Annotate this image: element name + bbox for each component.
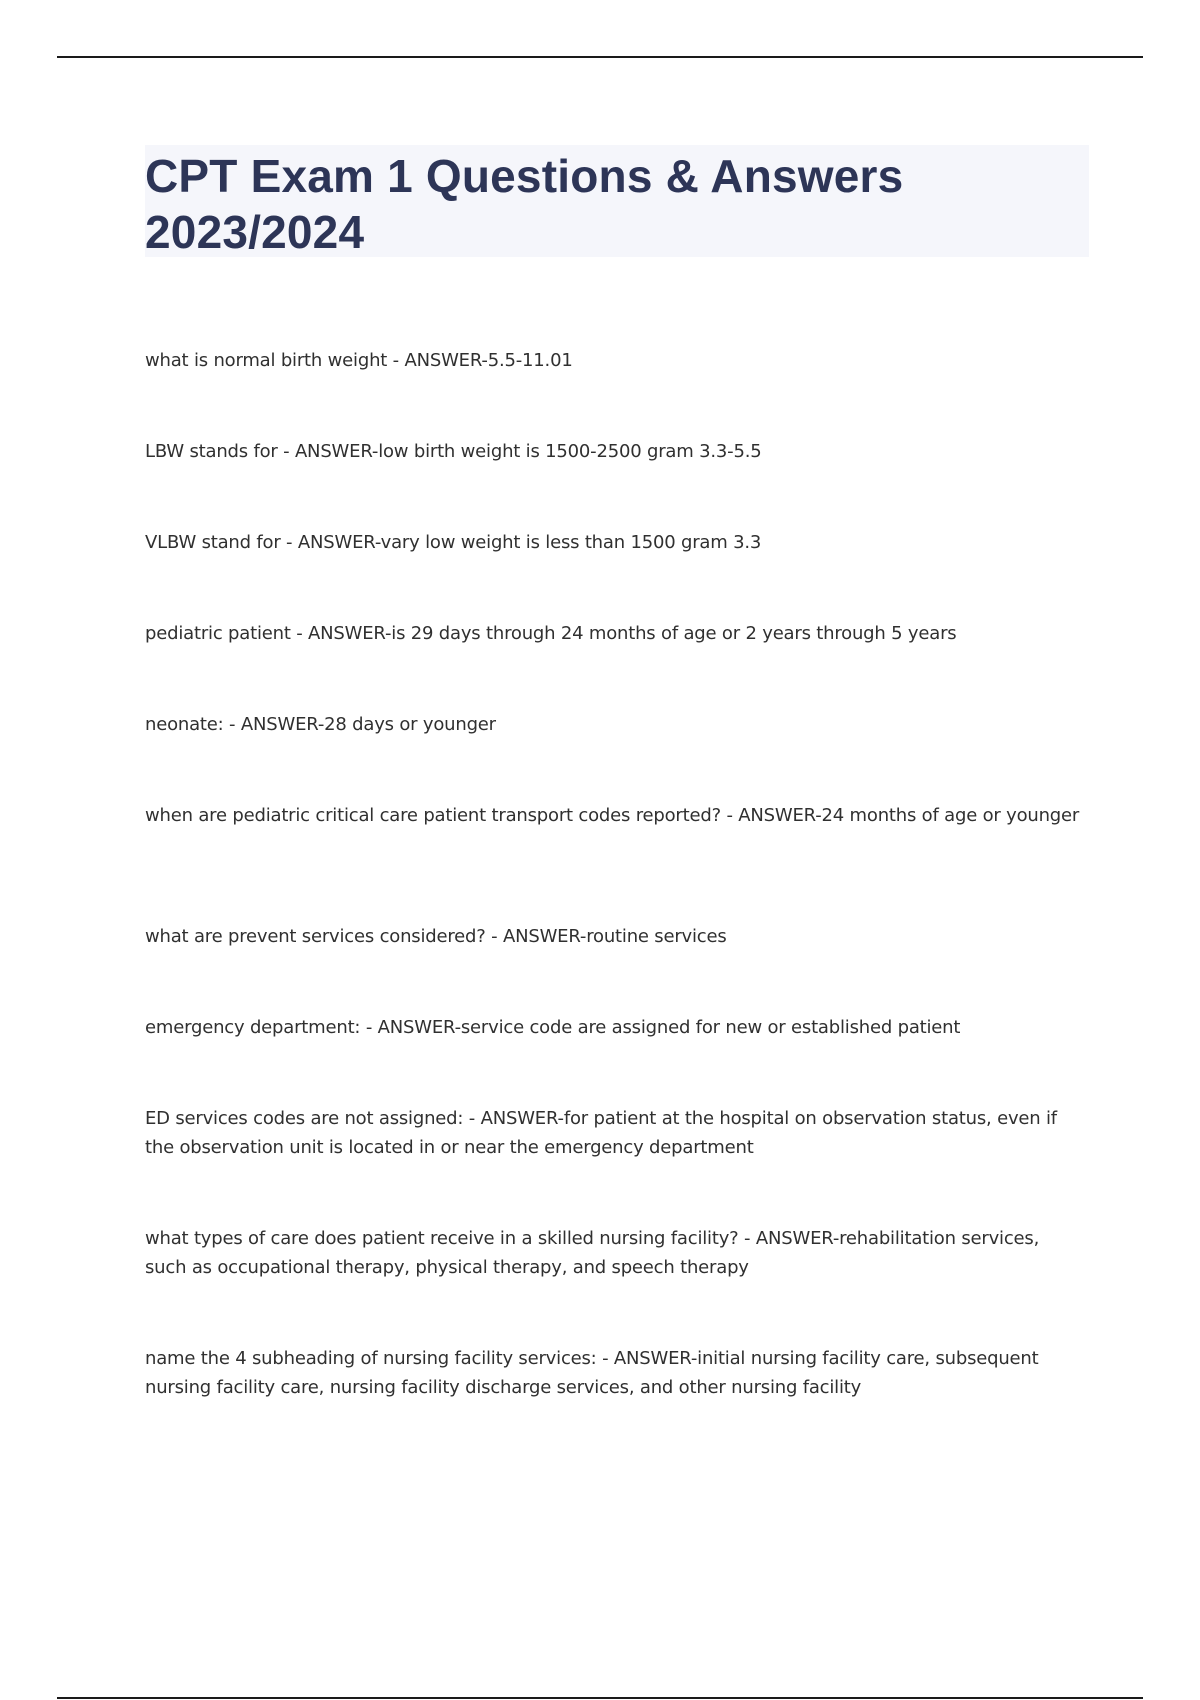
qa-item-7: what are prevent services considered? - ANSWER-routine services	[145, 926, 727, 947]
qa-item-6: when are pediatric critical care patient transport codes reported? - ANSWER-24 months of age or younger	[145, 805, 1080, 826]
qa-item-1: what is normal birth weight - ANSWER-5.5-11.01	[145, 350, 573, 371]
top-divider	[57, 56, 1143, 58]
qa-item-8: emergency department: - ANSWER-service code are assigned for new or established patient	[145, 1017, 961, 1038]
qa-item-9: ED services codes are not assigned: - ANSWER-for patient at the hospital on observation status, even if the observation unit is located in or near the emergency department	[145, 1108, 1057, 1158]
qa-item-4: pediatric patient - ANSWER-is 29 days through 24 months of age or 2 years through 5 years	[145, 623, 957, 644]
qa-item-2: LBW stands for - ANSWER-low birth weight is 1500-2500 gram 3.3-5.5	[145, 441, 762, 462]
qa-item-11: name the 4 subheading of nursing facility services: - ANSWER-initial nursing facility care, subsequent nursing facility care, nursing facility discharge services, and other nursing facility	[145, 1348, 1039, 1398]
qa-item-3: VLBW stand for - ANSWER-vary low weight is less than 1500 gram 3.3	[145, 532, 762, 553]
title-banner	[145, 145, 1089, 257]
bottom-divider	[57, 1697, 1143, 1699]
qa-item-5: neonate: - ANSWER-28 days or younger	[145, 714, 496, 735]
qa-item-10: what types of care does patient receive in a skilled nursing facility? - ANSWER-rehabilitation services, such as occupational therapy, physical therapy, and speech therapy	[145, 1228, 1040, 1278]
page-title: CPT Exam 1 Questions & Answers 2023/2024	[145, 150, 904, 258]
